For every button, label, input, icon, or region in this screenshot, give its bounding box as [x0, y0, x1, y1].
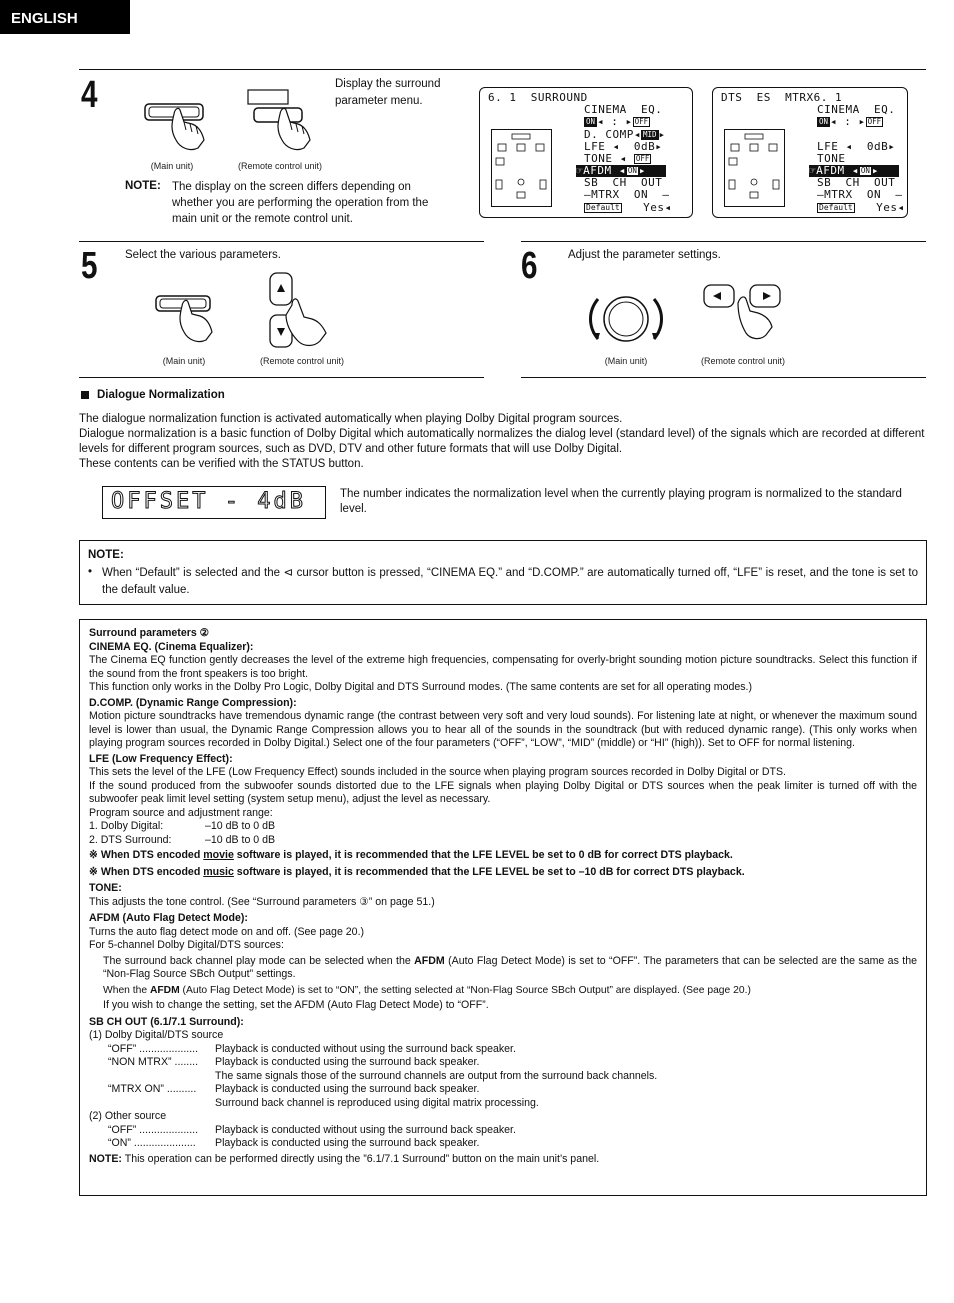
step5-top-rule	[79, 241, 484, 242]
note-bullet-text: When “Default” is selected and the ⊲ cursor button is pressed, “CINEMA EQ.” and “D.COMP.” are automatically turned off, “LFE” is reset, and the tone is set to the default value.	[102, 567, 918, 596]
offset-display-caption: The number indicates the normalization level when the currently playing program is normalized to the standard level.	[340, 488, 902, 515]
osd-title: 6. 1 SURROUND	[488, 91, 588, 104]
surround-parameters-box	[79, 619, 927, 1196]
step4-instruction: Display the surround parameter menu.	[335, 78, 441, 107]
note-title: NOTE:	[88, 549, 124, 561]
osd-default: Default Yes◂	[586, 201, 672, 214]
lfe-text-2: If the sound produced from the subwoofer sounds distorted due to the LFE signals when playing Dolby Digital or DTS sources when the peak limiter is turned off with the subwoofer peak limit level setting (system setup menu), adjust the level as necessary.	[89, 779, 917, 805]
osd-mtrx: –MTRX ON –	[817, 188, 903, 201]
step5-remote-caption: (Remote control unit)	[259, 356, 345, 366]
lfe-text-1: This sets the level of the LFE (Low Frequency Effect) sounds included in the source when playing program sources recorded in Dolby Digital or DTS.	[89, 766, 786, 778]
dialogue-paragraph-1: The dialogue normalization function is activated automatically when playing Dolby Digital program sources.	[79, 413, 623, 425]
sp-title: Surround parameters ②	[89, 627, 210, 639]
cinema-eq-text-1: The Cinema EQ function gently decreases the level of the extreme high frequencies, compensating for overly-bright sounding motion picture soundtracks. Select this function if the sound from the front speakers is too bright.	[89, 654, 917, 680]
afdm-text-1: Turns the auto flag detect mode on and off. (See page 20.)	[89, 925, 365, 938]
lfe-range-1: 1. Dolby Digital: –10 dB to 0 dB	[89, 820, 276, 832]
offset-display: OFFSET - 4dB	[102, 486, 326, 519]
speaker-layout-icon	[724, 129, 785, 207]
osd-lfe: LFE ◂ 0dB▸	[584, 140, 663, 153]
sb-source-1: (1) Dolby Digital/DTS source	[89, 1029, 224, 1041]
sb-option-non-mtrx: “NON MTRX” ........ Playback is conducted using the surround back speaker.	[108, 1056, 480, 1068]
sb-option-mtrx-on-detail: Surround back channel is reproduced using digital matrix processing.	[215, 1096, 539, 1109]
dialogue-paragraph-3: These contents can be verified with the STATUS button.	[79, 458, 364, 470]
lfe-range-2: 2. DTS Surround: –10 dB to 0 dB	[89, 833, 276, 846]
osd-mtrx: –MTRX ON –	[584, 188, 670, 201]
remote-button-illustration	[240, 86, 330, 161]
language-tab: ENGLISH	[0, 0, 130, 34]
osd-cinema-eq: CINEMA EQ.	[817, 103, 896, 116]
step6-bottom-rule	[521, 377, 926, 378]
main-unit-dial-illustration	[586, 287, 666, 356]
note-box	[79, 540, 927, 605]
remote-left-right-buttons-illustration	[700, 281, 790, 350]
step-4-number: 4	[81, 74, 97, 116]
step6-instruction: Adjust the parameter settings.	[568, 249, 721, 261]
step6-remote-caption: (Remote control unit)	[700, 356, 786, 366]
sb-option-other-off: “OFF” .................... Playback is conducted without using the surround back speaker.	[108, 1123, 516, 1136]
step4-remote-caption: (Remote control unit)	[237, 161, 323, 171]
lfe-text-3: Program source and adjustment range:	[89, 806, 273, 819]
osd-screen-dts-es-mtrx	[712, 87, 908, 218]
lfe-warning-music: ※ When DTS encoded music software is played, it is recommended that the LFE LEVEL be set to –10 dB for correct DTS playback.	[89, 866, 745, 878]
sp-note: NOTE: This operation can be performed directly using the ”6.1/7.1 Surround” button on the main unit’s panel.	[89, 1152, 600, 1165]
osd-lfe: LFE ◂ 0dB▸	[817, 140, 896, 153]
osd-afdm-selected: ☞AFDM ◂ ON ▸	[576, 165, 666, 177]
main-unit-select-button-illustration	[150, 292, 220, 355]
step4-note-label: NOTE:	[125, 180, 161, 192]
dcomp-heading: D.COMP. (Dynamic Range Compression):	[89, 696, 297, 709]
osd-screen-6-1-surround	[479, 87, 693, 218]
osd-afdm-selected: ☞AFDM ◂ ON ▸	[809, 165, 899, 177]
top-rule	[79, 69, 926, 70]
step-5-number: 5	[81, 245, 97, 287]
osd-sb-ch-out: SB CH OUT	[817, 176, 896, 189]
osd-cinema-eq: CINEMA EQ.	[584, 103, 663, 116]
dialogue-paragraph-2: Dialogue normalization is a basic function of Dolby Digital which automatically normalizes the dialog level (standard level) of the signals which are recorded at different levels for different program sources, such as DVD, DTV and other future formats that will use Dolby Digital.	[79, 428, 925, 455]
sb-ch-out-heading: SB CH OUT (6.1/7.1 Surround):	[89, 1015, 244, 1028]
lfe-heading: LFE (Low Frequency Effect):	[89, 752, 233, 765]
osd-default: Default Yes◂	[819, 201, 905, 214]
osd-tone: TONE	[817, 152, 846, 165]
main-unit-button-illustration	[140, 96, 220, 161]
dcomp-text: Motion picture soundtracks have tremendous dynamic range (the contrast between very soft and very loud sounds). For listening late at night, or whenever the maximum sound level is lower than usual, the Dynamic Range Compression allows you to hear all of the sounds in the soundtrack (but with reduced dynamic range). (This only works when playing program sources recorded in Dolby Digital.) Select one of the four parameters (“OFF”, “LOW”, “MID” (middle) or “HI” (high)). Set to OFF for normal listening.	[89, 710, 917, 749]
sb-option-other-on: “ON” ..................... Playback is conducted using the surround back speaker.	[108, 1137, 480, 1149]
step6-main-unit-caption: (Main unit)	[604, 356, 648, 366]
afdm-text-5: If you wish to change the setting, set the AFDM (Auto Flag Detect Mode) to “OFF”.	[103, 999, 489, 1011]
step5-main-unit-caption: (Main unit)	[162, 356, 206, 366]
sb-option-non-mtrx-detail: The same signals those of the surround channels are output from the surround back channels.	[215, 1069, 658, 1082]
step5-bottom-rule	[79, 377, 484, 378]
tone-text: This adjusts the tone control. (See “Surround parameters ③” on page 51.)	[89, 895, 435, 908]
step-6-number: 6	[521, 245, 537, 287]
lfe-warning-movie: ※ When DTS encoded movie software is played, it is recommended that the LFE LEVEL be set to 0 dB for correct DTS playback.	[89, 849, 733, 861]
step5-instruction: Select the various parameters.	[125, 249, 281, 261]
speaker-layout-icon	[491, 129, 552, 207]
section-bullet-square	[81, 391, 89, 399]
step4-main-unit-caption: (Main unit)	[150, 161, 194, 171]
afdm-text-4: When the AFDM (Auto Flag Detect Mode) is set to “ON”, the setting selected at “Non-Flag Source SBch Output” are displayed. (See page 20.)	[103, 984, 751, 996]
note-bullet-dot: •	[88, 566, 93, 578]
cinema-eq-heading: CINEMA EQ. (Cinema Equalizer):	[89, 640, 254, 653]
afdm-text-2: For 5-channel Dolby Digital/DTS sources:	[89, 939, 284, 951]
sb-option-mtrx-on: “MTRX ON” .......... Playback is conducted using the surround back speaker.	[108, 1083, 480, 1095]
tone-heading: TONE:	[89, 882, 122, 894]
osd-sb-ch-out: SB CH OUT	[584, 176, 663, 189]
osd-cinema-eq-value: ON ◂ : ▸ OFF	[586, 115, 649, 128]
sb-source-2: (2) Other source	[89, 1110, 167, 1122]
step6-top-rule	[521, 241, 926, 242]
dialogue-section-title: Dialogue Normalization	[97, 389, 225, 401]
osd-cinema-eq-value: ON ◂ : ▸ OFF	[819, 115, 882, 128]
cinema-eq-text-2: This function only works in the Dolby Pro Logic, Dolby Digital and DTS Surround modes. (The same contents are set for all operating modes.)	[89, 681, 753, 693]
afdm-heading: AFDM (Auto Flag Detect Mode):	[89, 912, 248, 924]
afdm-text-3: The surround back channel play mode can be selected when the AFDM (Auto Flag Detect Mode) is set to “OFF”. The parameters that can be selected are the same as the “Non-Flag Source SBch Output” settings.	[103, 954, 917, 980]
step4-note-text: The display on the screen differs depending on whether you are performing the operation from the main unit or the remote control unit.	[172, 181, 429, 225]
remote-up-down-buttons-illustration	[264, 271, 344, 354]
osd-dcomp: D. COMP◂ MID ▸	[584, 128, 666, 141]
osd-tone: TONE ◂ OFF	[584, 152, 650, 165]
osd-title: DTS ES MTRX6. 1	[721, 91, 843, 104]
sb-option-off: “OFF” .................... Playback is conducted without using the surround back speaker.	[108, 1042, 516, 1055]
